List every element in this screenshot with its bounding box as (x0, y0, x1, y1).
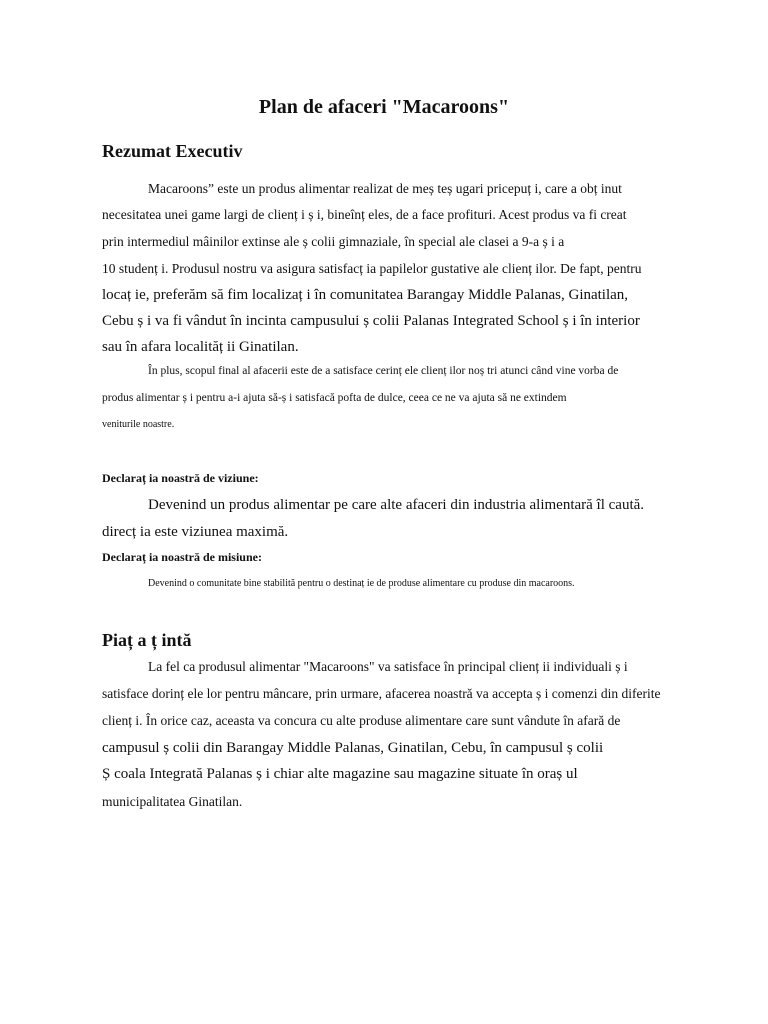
target-market-line: Ș coala Integrată Palanas ș i chiar alte magazine sau magazine situate în oraș ul (102, 766, 578, 782)
vision-line: direcț ia este viziunea maximă. (102, 524, 289, 540)
executive-summary-line: necesitatea unei game largi de clienț i ș i, bineînț eles, de a face profituri. Acest produs va fi creat (102, 207, 627, 222)
target-market-line: satisface dorinț ele lor pentru mâncare, prin urmare, afacerea noastră va accepta ș i comenzi din diferite (102, 686, 661, 701)
executive-summary-small-line: În plus, scopul final al afacerii este de a satisface cerinț ele clienț ilor noș tri atunci când vine vorba de (148, 365, 619, 377)
executive-summary-small-line: veniturile noastre. (102, 419, 175, 430)
target-market-line: campusul ș colii din Barangay Middle Palanas, Ginatilan, Cebu, în campusul ș colii (102, 740, 604, 756)
target-market-line: La fel ca produsul alimentar "Macaroons" va satisface în principal clienț ii individuali ș i (148, 659, 628, 674)
vision-line: Devenind un produs alimentar pe care alte afaceri din industria alimentară îl caută. (148, 497, 645, 513)
mission-heading: Declaraț ia noastră de misiune: (102, 550, 262, 564)
executive-summary-line: locaț ie, preferăm să fim localizaț i în comunitatea Barangay Middle Palanas, Ginatilan, (102, 287, 629, 303)
executive-summary-line: 10 studenț i. Produsul nostru va asigura satisfacț ia papilelor gustative ale clienț ilor. De fapt, pentru (102, 261, 642, 276)
document-title: Plan de afaceri "Macaroons" (258, 96, 510, 118)
executive-summary-line: prin intermediul mâinilor extinse ale ș colii gimnaziale, în special ale clasei a 9-a ș i a (102, 234, 565, 249)
target-market-line: municipalitatea Ginatilan. (102, 794, 243, 809)
vision-heading: Declaraț ia noastră de viziune: (102, 471, 259, 485)
executive-summary-small-line: produs alimentar ș i pentru a-i ajuta să-ș i satisfacă pofta de dulce, ceea ce ne va ajuta să ne extindem (102, 392, 567, 404)
target-market-heading: Piaț a ț intă (102, 630, 192, 650)
executive-summary-line: sau în afara localităț ii Ginatilan. (102, 339, 299, 355)
target-market-line: clienț i. În orice caz, aceasta va concura cu alte produse alimentare care sunt vândute în afară de (102, 713, 621, 728)
executive-summary-line: Macaroons” este un produs alimentar realizat de meș teș ugari pricepuț i, care a obț inut (148, 181, 622, 196)
executive-summary-heading: Rezumat Executiv (102, 141, 243, 161)
mission-line: Devenind o comunitate bine stabilită pentru o destinaț ie de produse alimentare cu produse din macaroons. (148, 578, 575, 589)
executive-summary-line: Cebu ș i va fi vândut în incinta campusului ș colii Palanas Integrated School ș i în interior (102, 313, 640, 329)
